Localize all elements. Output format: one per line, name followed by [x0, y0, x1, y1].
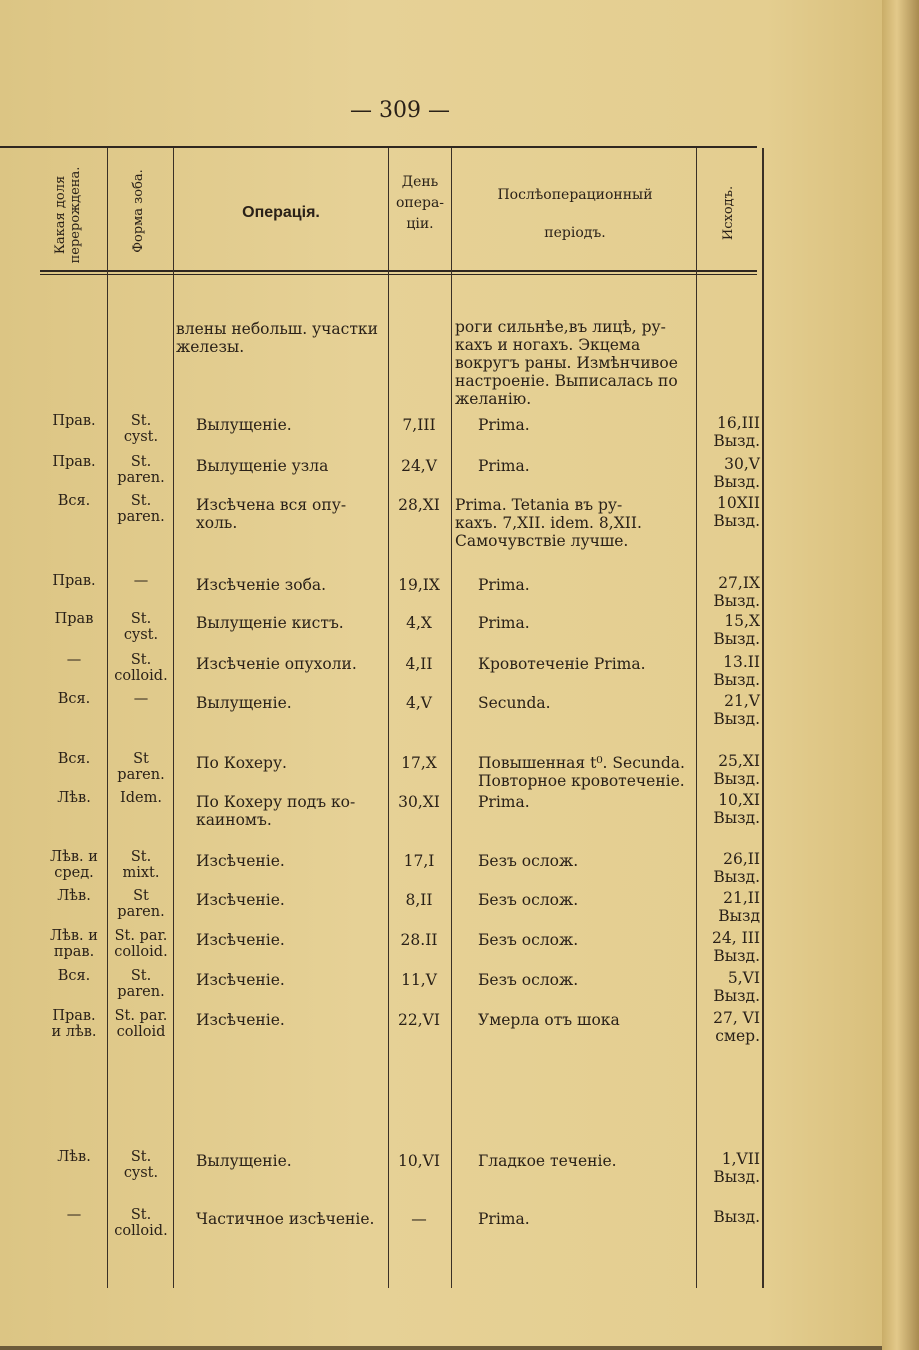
- cell-line: Вызд.: [713, 630, 760, 648]
- header-day: День опера- ціи.: [395, 174, 445, 232]
- cell-line: cyst.: [123, 626, 159, 643]
- cell-form: [108, 889, 174, 920]
- cell-lobe: [40, 1150, 108, 1166]
- cell-line: 22,VI: [398, 1011, 440, 1029]
- cell-operation: [196, 1152, 386, 1170]
- cell-line: colloid.: [114, 667, 168, 684]
- cell-line: Вызд.: [713, 987, 760, 1005]
- cell-lobe: [40, 752, 108, 768]
- cell-line: 7,III: [402, 416, 436, 434]
- cell-line: 1,VII: [721, 1150, 760, 1168]
- cell-line: Кровотеченіе Prima.: [478, 655, 646, 673]
- cell-operation: [196, 416, 386, 434]
- cell-lobe: [40, 574, 108, 590]
- cell-day: [388, 852, 450, 870]
- cell-day: [388, 931, 450, 949]
- cell-form: [108, 653, 174, 684]
- cell-line: Вызд.: [713, 1208, 760, 1226]
- cell-postop: [478, 1152, 698, 1170]
- cell-line: Prima.: [478, 614, 530, 632]
- cell-line: Вызд.: [713, 947, 760, 965]
- cell-day: [388, 655, 450, 673]
- cell-line: mixt.: [122, 864, 160, 881]
- cell-operation: [196, 891, 386, 909]
- cell-line: colloid.: [114, 943, 168, 960]
- cell-line: Лѣв.: [57, 1149, 91, 1165]
- col-rule-3: [388, 148, 389, 1288]
- cell-line: 4,II: [405, 655, 433, 673]
- cell-day: [388, 694, 450, 712]
- cell-line: Prima.: [478, 457, 530, 475]
- cell-outcome: [696, 1208, 760, 1226]
- cell-line: Лѣв.: [57, 888, 91, 904]
- cell-line: —: [66, 1207, 82, 1223]
- cell-line: 4,V: [406, 694, 432, 712]
- continuation-postop: роги сильнѣе,въ лицѣ, ру- кахъ и ногахъ. Экцема вокругъ раны. Измѣнчивое настроеніе. Выписалась по желанію.: [455, 318, 678, 408]
- cell-line: Прав.: [52, 454, 96, 470]
- cell-lobe: [40, 889, 108, 905]
- cell-line: St: [133, 751, 149, 767]
- cell-line: Вызд.: [713, 809, 760, 827]
- cell-line: 24,V: [401, 457, 437, 475]
- cell-line: Прав: [54, 611, 94, 627]
- cell-line: 5,VI: [727, 969, 760, 987]
- cell-line: По Кохеру подъ ко-: [196, 793, 356, 811]
- cell-postop: [478, 614, 698, 632]
- cell-lobe: [40, 791, 108, 807]
- cell-line: смер.: [715, 1027, 760, 1045]
- cell-line: Изсѣченіе.: [196, 891, 285, 909]
- cell-line: Прав.: [52, 413, 96, 429]
- cell-line: 25,XI: [718, 752, 760, 770]
- cell-line: 30,XI: [398, 793, 440, 811]
- cell-line: Лѣв. и: [50, 849, 98, 865]
- cell-line: Прав.: [52, 573, 96, 589]
- cell-line: Вызд.: [713, 710, 760, 728]
- cell-postop: [478, 793, 698, 811]
- cell-line: 21,II: [723, 889, 760, 907]
- col-rule-2: [173, 148, 174, 1288]
- cell-line: St.: [130, 968, 152, 984]
- cell-form: [108, 574, 174, 590]
- cell-line: paren.: [117, 469, 165, 486]
- cell-line: Вызд.: [713, 432, 760, 450]
- cell-line: Безъ ослож.: [478, 931, 579, 949]
- cell-line: 27,IX: [718, 574, 760, 592]
- cell-line: каиномъ.: [196, 811, 272, 829]
- cell-day: [388, 1011, 450, 1029]
- cell-line: St: [133, 888, 149, 904]
- cell-line: Изсѣченіе.: [196, 971, 285, 989]
- table-top-rule: [0, 146, 757, 148]
- cell-line: Idem.: [120, 790, 162, 806]
- cell-line: Безъ ослож.: [478, 971, 579, 989]
- cell-operation: [196, 971, 386, 989]
- cell-operation: [196, 576, 386, 594]
- cell-day: [388, 496, 450, 514]
- col-rule-4: [451, 148, 452, 1288]
- cell-line: Вызд: [718, 907, 760, 925]
- cell-postop: [478, 754, 698, 790]
- cell-postop: [478, 655, 698, 673]
- cell-line: Вызд.: [713, 1168, 760, 1186]
- cell-form: [108, 1150, 174, 1181]
- cell-line: Вызд.: [713, 473, 760, 491]
- col-rule-right: [762, 148, 764, 1288]
- cell-lobe: [40, 969, 108, 985]
- cell-postop: [478, 971, 698, 989]
- cell-operation: [196, 1011, 386, 1029]
- cell-line: St.: [130, 1149, 152, 1165]
- cell-line: 30,V: [724, 455, 760, 473]
- cell-line: St.: [130, 1207, 152, 1223]
- cell-line: Изсѣчена вся опу-: [196, 496, 347, 514]
- cell-form: [108, 692, 174, 708]
- cell-line: cyst.: [123, 1164, 159, 1181]
- cell-outcome: [696, 612, 760, 648]
- cell-day: [388, 971, 450, 989]
- cell-operation: [196, 1210, 386, 1228]
- cell-line: Вылущеніе.: [196, 694, 292, 712]
- cell-lobe: [40, 850, 108, 881]
- cell-line: St.: [130, 652, 152, 668]
- cell-line: 8,II: [405, 891, 433, 909]
- cell-outcome: [696, 752, 760, 788]
- cell-line: Prima. Tetania въ ру-: [455, 496, 623, 514]
- cell-line: —: [66, 652, 82, 668]
- cell-operation: [196, 457, 386, 475]
- cell-lobe: [40, 612, 108, 628]
- cell-line: сред.: [54, 864, 94, 881]
- cell-postop: [478, 852, 698, 870]
- cell-outcome: [696, 414, 760, 450]
- cell-line: 28.II: [400, 931, 438, 949]
- cell-line: 17,X: [401, 754, 437, 772]
- cell-line: —: [133, 573, 149, 589]
- cell-outcome: [696, 1009, 760, 1045]
- cell-line: Prima.: [478, 416, 530, 434]
- cell-postop: [478, 416, 698, 434]
- cell-line: 4,X: [406, 614, 432, 632]
- cell-line: Prima.: [478, 793, 530, 811]
- cell-form: [108, 929, 174, 960]
- cell-line: —: [133, 691, 149, 707]
- cell-line: St.: [130, 493, 152, 509]
- cell-day: [388, 416, 450, 434]
- cell-day: [388, 754, 450, 772]
- cell-postop: [478, 1210, 698, 1228]
- cell-line: Вся.: [57, 968, 91, 984]
- cell-outcome: [696, 929, 760, 965]
- cell-line: Изсѣченіе.: [196, 1011, 285, 1029]
- cell-line: Гладкое теченіе.: [478, 1152, 617, 1170]
- cell-line: Изсѣченіе зоба.: [196, 576, 327, 594]
- cell-operation: [196, 931, 386, 949]
- header-lobe: Какая доля перерождена.: [53, 166, 83, 264]
- cell-postop: [478, 891, 698, 909]
- header-operation: Операція.: [242, 204, 320, 221]
- cell-line: 10XII: [716, 494, 760, 512]
- cell-line: 28,XI: [398, 496, 440, 514]
- cell-form: [108, 969, 174, 1000]
- cell-form: [108, 414, 174, 445]
- cell-line: paren.: [117, 766, 165, 783]
- cell-line: Прав.: [52, 1008, 96, 1024]
- cell-line: colloid.: [114, 1222, 168, 1239]
- cell-line: Частичное изсѣченіе.: [196, 1210, 375, 1228]
- cell-day: [388, 1152, 450, 1170]
- cell-line: Вызд.: [713, 868, 760, 886]
- cell-line: St. par.: [114, 928, 168, 944]
- cell-line: Изсѣченіе.: [196, 852, 285, 870]
- cell-form: [108, 791, 174, 807]
- cell-outcome: [696, 494, 760, 530]
- cell-outcome: [696, 1150, 760, 1186]
- cell-outcome: [696, 455, 760, 491]
- cell-line: paren.: [117, 508, 165, 525]
- cell-operation: [196, 754, 386, 772]
- cell-line: Secunda.: [478, 694, 551, 712]
- cell-line: Вылущеніе.: [196, 1152, 292, 1170]
- cell-line: 27, VI: [713, 1009, 760, 1027]
- cell-line: 17,I: [403, 852, 435, 870]
- cell-form: [108, 752, 174, 783]
- cell-form: [108, 494, 174, 525]
- cell-line: 15,X: [724, 612, 760, 630]
- header-bottom-rule-2: [40, 274, 757, 275]
- cell-line: Вылущеніе.: [196, 416, 292, 434]
- cell-line: Лѣв. и: [50, 928, 98, 944]
- cell-line: Вызд.: [713, 770, 760, 788]
- header-outcome: Исходъ.: [721, 185, 736, 241]
- cell-outcome: [696, 574, 760, 610]
- cell-line: прав.: [53, 943, 95, 960]
- cell-line: St. par.: [114, 1008, 168, 1024]
- cell-line: Лѣв.: [57, 790, 91, 806]
- cell-form: [108, 455, 174, 486]
- cell-postop: [478, 457, 698, 475]
- continuation-operation: влены небольш. участки железы.: [176, 320, 378, 356]
- cell-line: Изсѣченіе опухоли.: [196, 655, 357, 673]
- cell-day: [388, 576, 450, 594]
- cell-line: Вся.: [57, 751, 91, 767]
- cell-line: Prima.: [478, 576, 530, 594]
- cell-operation: [196, 793, 386, 829]
- cell-operation: [196, 694, 386, 712]
- cell-operation: [196, 496, 386, 532]
- cell-line: St.: [130, 454, 152, 470]
- cell-line: Повышенная t⁰. Secunda.: [478, 754, 685, 772]
- cell-lobe: [40, 929, 108, 960]
- cell-line: St.: [130, 413, 152, 429]
- cell-postop: [478, 694, 698, 712]
- cell-lobe: [40, 414, 108, 430]
- cell-lobe: [40, 653, 108, 669]
- cell-line: Изсѣченіе.: [196, 931, 285, 949]
- cell-line: 10,XI: [718, 791, 760, 809]
- header-postop: Послѣоперационный періодъ.: [497, 187, 653, 241]
- cell-operation: [196, 852, 386, 870]
- cell-line: 26,II: [723, 850, 760, 868]
- cell-line: Безъ ослож.: [478, 891, 579, 909]
- cell-line: и лѣв.: [51, 1023, 97, 1040]
- cell-postop: [478, 931, 698, 949]
- cell-outcome: [696, 692, 760, 728]
- cell-line: Prima.: [478, 1210, 530, 1228]
- cell-line: 19,IX: [398, 576, 440, 594]
- cell-line: 21,V: [724, 692, 760, 710]
- header-form: Форма зоба.: [131, 169, 146, 253]
- cell-line: St.: [130, 849, 152, 865]
- cell-day: [388, 614, 450, 632]
- cell-form: [108, 612, 174, 643]
- cell-lobe: [40, 455, 108, 471]
- cell-line: холь.: [196, 514, 238, 532]
- cell-day: [388, 793, 450, 811]
- cell-line: Вызд.: [713, 512, 760, 530]
- col-rule-1: [107, 148, 108, 1288]
- cell-line: Безъ ослож.: [478, 852, 579, 870]
- cell-postop: [478, 576, 698, 594]
- cell-lobe: [40, 494, 108, 510]
- cell-line: Вся.: [57, 493, 91, 509]
- cell-operation: [196, 614, 386, 632]
- cell-line: Самочувствіе лучше.: [455, 532, 629, 550]
- cell-outcome: [696, 791, 760, 827]
- cell-outcome: [696, 889, 760, 925]
- cell-lobe: [40, 1208, 108, 1224]
- cell-line: —: [411, 1210, 427, 1228]
- cell-line: paren.: [117, 983, 165, 1000]
- cell-lobe: [40, 692, 108, 708]
- cell-postop: [455, 496, 675, 550]
- cell-form: [108, 1009, 174, 1040]
- cell-form: [108, 1208, 174, 1239]
- cell-line: colloid: [116, 1023, 166, 1040]
- cell-line: 11,V: [401, 971, 437, 989]
- cell-outcome: [696, 653, 760, 689]
- cell-line: Вылущеніе кистъ.: [196, 614, 344, 632]
- cell-line: Вызд.: [713, 671, 760, 689]
- cell-outcome: [696, 850, 760, 886]
- cell-day: [388, 1210, 450, 1228]
- page-edge: [882, 0, 919, 1350]
- cell-line: 24, III: [712, 929, 760, 947]
- cell-line: 13.II: [723, 653, 760, 671]
- cell-operation: [196, 655, 386, 673]
- cell-line: Вылущеніе узла: [196, 457, 329, 475]
- cell-line: кахъ. 7,XII. idem. 8,XII.: [455, 514, 642, 532]
- cell-line: Умерла отъ шока: [478, 1011, 620, 1029]
- page-number: — 309 —: [350, 98, 450, 123]
- cell-line: Повторное кровотеченіе.: [478, 772, 685, 790]
- cell-line: По Кохеру.: [196, 754, 287, 772]
- cell-line: St.: [130, 611, 152, 627]
- cell-line: Вызд.: [713, 592, 760, 610]
- cell-day: [388, 891, 450, 909]
- cell-day: [388, 457, 450, 475]
- cell-line: paren.: [117, 903, 165, 920]
- cell-line: 16,III: [716, 414, 760, 432]
- cell-postop: [478, 1011, 698, 1029]
- cell-line: Вся.: [57, 691, 91, 707]
- cell-line: cyst.: [123, 428, 159, 445]
- cell-line: 10,VI: [398, 1152, 440, 1170]
- cell-lobe: [40, 1009, 108, 1040]
- cell-form: [108, 850, 174, 881]
- cell-outcome: [696, 969, 760, 1005]
